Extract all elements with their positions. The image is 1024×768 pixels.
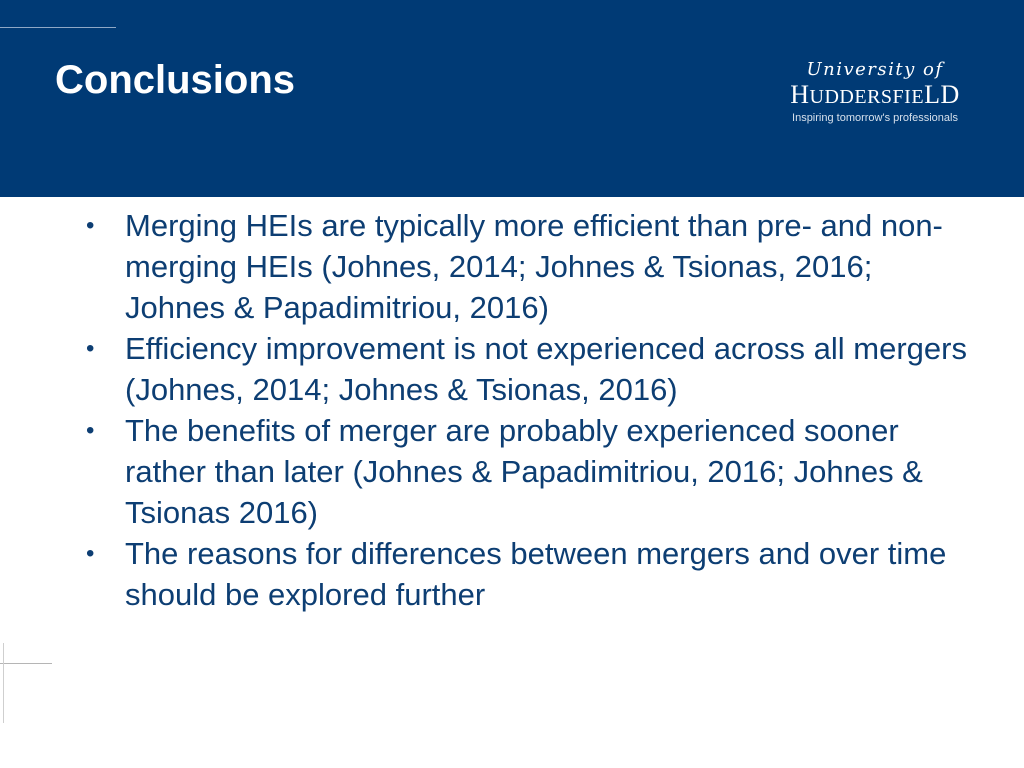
- university-logo: [770, 58, 980, 128]
- header-rule: [0, 27, 116, 28]
- bullet-text: Efficiency improvement is not experienced across all mergers (Johnes, 2014; Johnes & Tsionas, 2016): [125, 331, 967, 407]
- bullet-icon: •: [86, 540, 95, 567]
- logo-university-of: University of: [806, 59, 944, 80]
- logo-tagline: Inspiring tomorrow's professionals: [792, 112, 958, 124]
- slide-content: [80, 205, 970, 615]
- bullet-text: Merging HEIs are typically more efficient than pre- and non-merging HEIs (Johnes, 2014; Johnes & Tsionas, 2016; Johnes & Papadimitriou, 2016): [125, 208, 943, 325]
- bullet-icon: •: [86, 212, 95, 239]
- slide-header: [0, 0, 1024, 197]
- bullet-item: [80, 533, 970, 615]
- logo-letter-h: H: [790, 80, 810, 109]
- bullet-item: [80, 205, 970, 328]
- slide-title: Conclusions: [55, 58, 296, 102]
- corner-rule-horizontal: [0, 663, 52, 664]
- logo-huddersfield: [770, 82, 980, 110]
- bullet-item: [80, 410, 970, 533]
- logo-letter-d: D: [940, 80, 960, 109]
- bullet-text: The reasons for differences between mergers and over time should be explored further: [125, 536, 947, 612]
- bullet-item: [80, 328, 970, 410]
- corner-rule-vertical: [3, 643, 4, 723]
- bullet-icon: •: [86, 417, 95, 444]
- bullet-text: The benefits of merger are probably experienced sooner rather than later (Johnes & Papadimitriou, 2016; Johnes & Tsionas 2016): [125, 413, 923, 530]
- bullet-list: [80, 205, 970, 615]
- logo-letters-uddersfie: UDDERSFIE: [809, 86, 925, 108]
- logo-letter-l: L: [924, 80, 941, 109]
- bullet-icon: •: [86, 335, 95, 362]
